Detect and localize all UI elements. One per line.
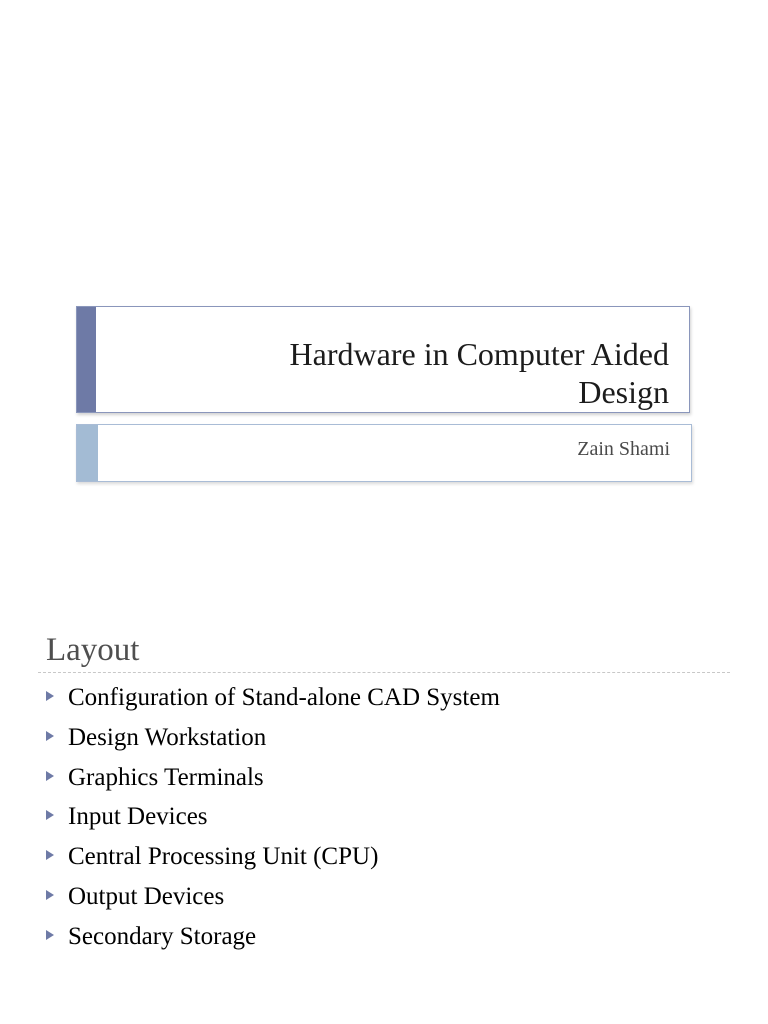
list-item (46, 764, 500, 804)
triangle-bullet-icon (46, 731, 54, 741)
list-item-text: Configuration of Stand-alone CAD System (68, 684, 500, 711)
list-item (46, 843, 500, 883)
list-item (46, 724, 500, 764)
list-item-text: Graphics Terminals (68, 763, 264, 791)
list-item (46, 684, 500, 724)
list-item (46, 803, 500, 843)
list-item (46, 883, 500, 923)
triangle-bullet-icon (46, 810, 54, 820)
list-item-text: Central Processing Unit (CPU) (68, 843, 379, 871)
triangle-bullet-icon (46, 691, 54, 701)
triangle-bullet-icon (46, 771, 54, 781)
slide-title (149, 335, 669, 411)
layout-slide (0, 576, 768, 1024)
list-item-text: Output Devices (68, 882, 225, 910)
title-accent-bar (77, 307, 96, 412)
slide-title-line-1: Hardware in Computer Aided (289, 336, 669, 372)
bullet-list (46, 684, 500, 963)
slide-subtitle: Zain Shami (577, 438, 670, 460)
list-item-text: Design Workstation (68, 723, 267, 751)
subtitle-accent-bar (77, 425, 98, 481)
list-item (46, 923, 500, 963)
subtitle-box (76, 424, 692, 482)
triangle-bullet-icon (46, 850, 54, 860)
heading-divider (38, 672, 730, 673)
layout-heading: Layout (46, 632, 140, 668)
slide-title-line-2: Design (578, 374, 669, 410)
list-item-text: Input Devices (68, 803, 208, 831)
list-item-text: Secondary Storage (68, 922, 257, 950)
title-box (76, 306, 690, 413)
triangle-bullet-icon (46, 930, 54, 940)
triangle-bullet-icon (46, 890, 54, 900)
